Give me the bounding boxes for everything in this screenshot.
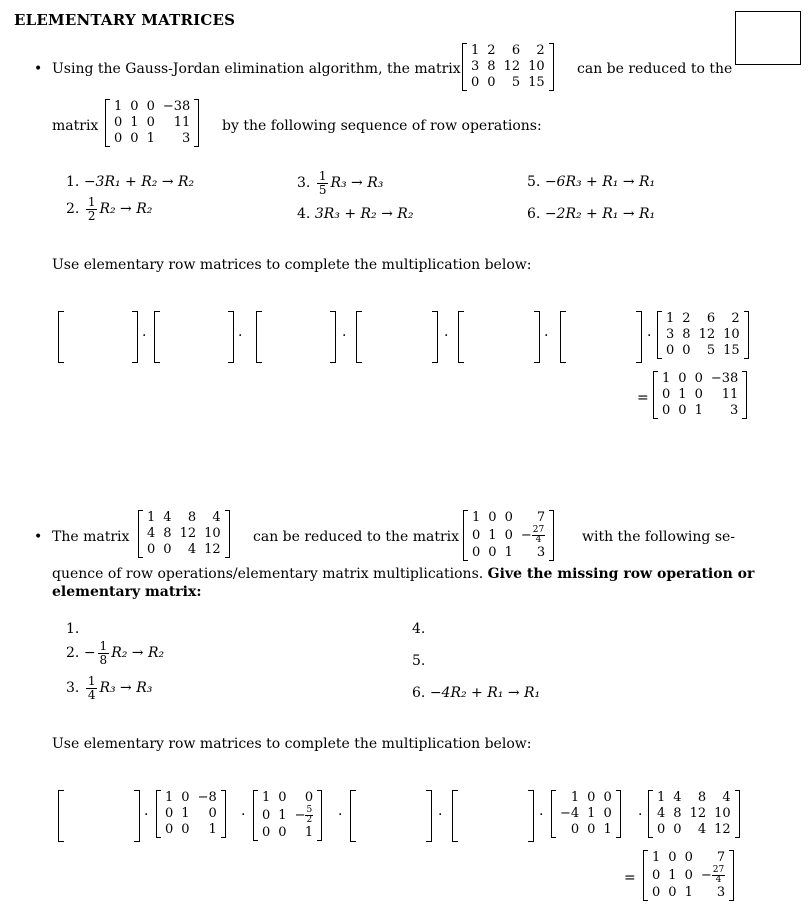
s2-intro-d-line: quence of row operations/elementary matrix multiplications. Give the missing row operation or: [52, 566, 755, 582]
matrix-cell: 1: [472, 510, 481, 525]
matrix-cell: 15: [723, 343, 740, 358]
matrix-cell: 0: [472, 527, 481, 543]
matrix-row: [556, 806, 616, 822]
s2-matrix-a: [138, 510, 230, 558]
matrix-cell: 12: [689, 806, 707, 821]
matrix-row: [143, 542, 225, 558]
bullet-2: •: [34, 529, 43, 545]
matrix-cell: 2: [536, 43, 545, 58]
matrix-cell: 4: [147, 526, 156, 541]
matrix-cell: 2: [682, 311, 691, 326]
matrix-cell: 11: [173, 115, 191, 130]
s1-blank-6[interactable]: [560, 311, 642, 363]
s1-dot-3: ·: [342, 328, 347, 344]
s2-intro-a: The matrix: [52, 529, 130, 545]
matrix-cell: 1: [694, 403, 703, 418]
matrix-cell: 1: [587, 806, 596, 821]
s1-op-5: 5. −6R₃ + R₁ → R₁: [527, 174, 656, 190]
matrix-row: [467, 75, 549, 91]
matrix-cell: 0: [262, 807, 271, 823]
s1-op-3: 3. $\frac{1}{5}$ R₃ → R₃: [297, 169, 384, 197]
s2-op-3: 3. $\frac{1}{4}$ R₃ → R₃: [66, 674, 153, 702]
matrix-cell: 0: [262, 825, 271, 840]
matrix-cell: 1: [208, 822, 217, 837]
matrix-cell: 0: [278, 790, 287, 805]
s1-equals: =: [637, 390, 649, 406]
matrix-cell: 5: [511, 75, 521, 90]
matrix-cell: 7: [716, 850, 726, 865]
matrix-row: [468, 526, 549, 545]
matrix-cell: 3: [730, 403, 739, 418]
s2-e3-matrix: [551, 790, 621, 838]
matrix-cell: −4: [560, 806, 580, 821]
matrix-cell: 0: [694, 387, 703, 402]
s1-intro-a: Using the Gauss-Jordan elimination algorithm, the matrix: [52, 61, 461, 77]
s1-dot-2: ·: [238, 328, 243, 344]
page-title: ELEMENTARY MATRICES: [14, 11, 236, 29]
matrix-cell: 8: [697, 790, 707, 805]
s1-op-1: 1. −3R₁ + R₂ → R₂: [66, 174, 195, 190]
matrix-cell: 4: [697, 822, 707, 837]
s2-blank-3[interactable]: [452, 790, 534, 842]
matrix-cell: 0: [662, 387, 671, 402]
s1-blank-2[interactable]: [154, 311, 234, 363]
s1-dot-6: ·: [647, 328, 652, 344]
matrix-cell: 1: [603, 822, 612, 837]
matrix-cell: −8: [197, 790, 217, 805]
matrix-cell: 3: [716, 885, 726, 900]
s2-op-4[interactable]: 4.: [412, 621, 426, 637]
matrix-cell: 12: [204, 542, 221, 557]
matrix-cell: 0: [587, 790, 596, 805]
matrix-cell: 0: [165, 806, 174, 821]
matrix-cell: 1: [570, 790, 580, 805]
matrix-row: [467, 43, 549, 59]
s2-dot-3: ·: [338, 807, 343, 823]
matrix-row: [110, 115, 194, 131]
s2-intro-bold2: elementary matrix:: [52, 584, 202, 600]
s2-dot-4: ·: [438, 807, 443, 823]
matrix-cell: 0: [130, 131, 139, 146]
matrix-cell: − $\frac{5}{2}$: [294, 805, 313, 825]
answer-box[interactable]: [735, 11, 801, 65]
matrix-row: [258, 806, 317, 825]
matrix-row: [662, 343, 744, 359]
s1-op-2: 2. $\frac{1}{2}$ R₂ → R₂: [66, 195, 153, 223]
matrix-cell: 1: [668, 867, 677, 883]
matrix-cell: 1: [146, 131, 155, 146]
s1-instruction: Use elementary row matrices to complete the multiplication below:: [52, 257, 532, 273]
s2-dot-2: ·: [241, 807, 246, 823]
matrix-row: [658, 371, 742, 387]
matrix-cell: −38: [710, 371, 739, 386]
matrix-cell: 1: [114, 99, 123, 114]
matrix-cell: 0: [472, 545, 481, 560]
matrix-cell: 0: [163, 542, 172, 557]
matrix-row: [258, 825, 317, 841]
matrix-cell: 0: [684, 867, 693, 883]
matrix-cell: 0: [587, 822, 596, 837]
s1-dot-5: ·: [544, 328, 549, 344]
s2-intro-b: can be reduced to the matrix: [253, 529, 460, 545]
s1-matrix-a: [462, 43, 554, 91]
matrix-cell: 10: [528, 59, 545, 74]
matrix-cell: 0: [603, 790, 612, 805]
matrix-cell: 7: [536, 510, 546, 525]
matrix-cell: 2: [487, 43, 496, 58]
s2-equals: =: [624, 870, 636, 886]
s2-matrix-r: [463, 510, 554, 561]
s2-dot-1: ·: [144, 807, 149, 823]
matrix-row: [468, 545, 549, 561]
s1-blank-5[interactable]: [458, 311, 540, 363]
matrix-cell: 1: [657, 790, 666, 805]
s2-op-5[interactable]: 5.: [412, 653, 426, 669]
s2-op-2: 2. − $\frac{1}{8}$ R₂ → R₂: [66, 639, 165, 667]
matrix-row: [468, 510, 549, 526]
matrix-cell: 0: [487, 75, 496, 90]
matrix-cell: 6: [706, 311, 716, 326]
matrix-cell: 0: [682, 343, 691, 358]
matrix-cell: 10: [204, 526, 221, 541]
matrix-cell: 0: [668, 885, 677, 900]
s2-op-1[interactable]: 1.: [66, 621, 80, 637]
matrix-cell: 8: [682, 327, 691, 342]
matrix-cell: 1: [504, 545, 513, 560]
s2-op-6: 6. −4R₂ + R₁ → R₁: [412, 685, 541, 701]
matrix-cell: 3: [182, 131, 191, 146]
matrix-row: [648, 885, 729, 901]
matrix-cell: 0: [668, 850, 677, 865]
s1-product-matrix-r: [653, 371, 747, 419]
matrix-row: [110, 99, 194, 115]
matrix-cell: 1: [278, 807, 287, 823]
matrix-row: [161, 790, 221, 806]
matrix-row: [143, 510, 225, 526]
s2-dot-6: ·: [638, 807, 643, 823]
s2-intro-c: with the following se-: [582, 529, 736, 545]
matrix-row: [648, 850, 729, 866]
s1-blank-3[interactable]: [256, 311, 336, 363]
matrix-row: [161, 822, 221, 838]
s2-e1-matrix: [156, 790, 226, 838]
matrix-cell: 4: [163, 510, 172, 525]
matrix-cell: 0: [146, 99, 155, 114]
s1-dot-4: ·: [444, 328, 449, 344]
matrix-cell: 4: [657, 806, 666, 821]
matrix-cell: 5: [706, 343, 716, 358]
matrix-cell: 0: [652, 885, 661, 900]
matrix-cell: 0: [488, 510, 497, 525]
s2-blank-2[interactable]: [350, 790, 432, 842]
matrix-cell: 4: [722, 790, 731, 805]
matrix-cell: 0: [304, 790, 314, 805]
matrix-cell: 12: [698, 327, 716, 342]
matrix-row: [658, 387, 742, 403]
matrix-cell: 11: [721, 387, 739, 402]
matrix-cell: 8: [187, 510, 197, 525]
matrix-cell: 1: [652, 850, 661, 865]
matrix-row: [110, 131, 194, 147]
matrix-row: [653, 822, 735, 838]
matrix-row: [662, 327, 744, 343]
matrix-cell: 0: [673, 822, 682, 837]
matrix-cell: 8: [673, 806, 682, 821]
matrix-cell: 1: [662, 371, 671, 386]
matrix-cell: − $\frac{27}{4}$: [520, 525, 545, 545]
matrix-cell: 3: [536, 545, 546, 560]
matrix-cell: 0: [114, 131, 123, 146]
matrix-cell: 0: [278, 825, 287, 840]
s2-dot-5: ·: [539, 807, 544, 823]
s2-product-matrix-a: [648, 790, 740, 838]
matrix-cell: 12: [179, 526, 197, 541]
s1-blank-4[interactable]: [356, 311, 438, 363]
s1-blank-1[interactable]: [58, 311, 138, 363]
matrix-cell: 0: [181, 790, 190, 805]
matrix-cell: 3: [666, 327, 675, 342]
matrix-cell: 6: [511, 43, 521, 58]
matrix-cell: 0: [130, 99, 139, 114]
matrix-cell: 1: [262, 790, 271, 805]
matrix-cell: − $\frac{27}{4}$: [700, 865, 725, 885]
matrix-cell: 0: [165, 822, 174, 837]
s1-dot-1: ·: [142, 328, 147, 344]
matrix-cell: 10: [714, 806, 731, 821]
matrix-cell: 0: [652, 867, 661, 883]
matrix-cell: 8: [487, 59, 496, 74]
matrix-cell: 0: [471, 75, 480, 90]
matrix-row: [258, 790, 317, 806]
bullet-1: •: [34, 61, 43, 77]
matrix-cell: 0: [603, 806, 612, 821]
matrix-cell: 4: [212, 510, 221, 525]
s1-matrix-r: [105, 99, 199, 147]
matrix-cell: 4: [187, 542, 197, 557]
matrix-row: [556, 822, 616, 838]
matrix-cell: 12: [503, 59, 521, 74]
s2-instruction: Use elementary row matrices to complete the multiplication below:: [52, 736, 532, 752]
matrix-cell: 1: [130, 115, 139, 130]
matrix-cell: 1: [488, 527, 497, 543]
matrix-cell: 10: [723, 327, 740, 342]
matrix-cell: 0: [146, 115, 155, 130]
matrix-cell: 0: [678, 403, 687, 418]
matrix-cell: 0: [684, 850, 693, 865]
matrix-cell: 0: [657, 822, 666, 837]
matrix-cell: −38: [162, 99, 191, 114]
s1-product-matrix-a: [657, 311, 749, 359]
matrix-cell: 1: [684, 885, 693, 900]
matrix-cell: 1: [181, 806, 190, 821]
matrix-cell: 1: [147, 510, 156, 525]
matrix-cell: 0: [662, 403, 671, 418]
matrix-cell: 8: [163, 526, 172, 541]
matrix-cell: 0: [694, 371, 703, 386]
matrix-cell: 12: [714, 822, 731, 837]
matrix-row: [556, 790, 616, 806]
matrix-row: [658, 403, 742, 419]
matrix-cell: 0: [570, 822, 580, 837]
s1-op-4: 4. 3R₃ + R₂ → R₂: [297, 206, 414, 222]
matrix-row: [467, 59, 549, 75]
matrix-cell: 1: [471, 43, 480, 58]
matrix-row: [662, 311, 744, 327]
matrix-cell: 2: [731, 311, 740, 326]
matrix-row: [653, 790, 735, 806]
s1-intro-c: matrix: [52, 118, 99, 134]
matrix-row: [648, 866, 729, 885]
matrix-cell: 4: [673, 790, 682, 805]
matrix-cell: 15: [528, 75, 545, 90]
matrix-row: [161, 806, 221, 822]
matrix-row: [653, 806, 735, 822]
matrix-cell: 1: [165, 790, 174, 805]
matrix-cell: 3: [471, 59, 480, 74]
matrix-cell: 1: [304, 825, 314, 840]
matrix-cell: 0: [147, 542, 156, 557]
matrix-cell: 0: [208, 806, 217, 821]
s1-intro-b: can be reduced to the: [577, 61, 733, 77]
matrix-cell: 0: [488, 545, 497, 560]
matrix-cell: 0: [504, 510, 513, 525]
s1-op-6: 6. −2R₂ + R₁ → R₁: [527, 206, 656, 222]
matrix-cell: 0: [504, 527, 513, 543]
s2-blank-1[interactable]: [58, 790, 140, 842]
s2-product-matrix-r: [643, 850, 734, 901]
matrix-cell: 0: [678, 371, 687, 386]
matrix-row: [143, 526, 225, 542]
matrix-cell: 0: [114, 115, 123, 130]
s1-intro-d: by the following sequence of row operations:: [222, 118, 542, 134]
matrix-cell: 1: [678, 387, 687, 402]
s2-e2-matrix: [253, 790, 322, 841]
matrix-cell: 0: [181, 822, 190, 837]
matrix-cell: 0: [666, 343, 675, 358]
matrix-cell: 1: [666, 311, 675, 326]
